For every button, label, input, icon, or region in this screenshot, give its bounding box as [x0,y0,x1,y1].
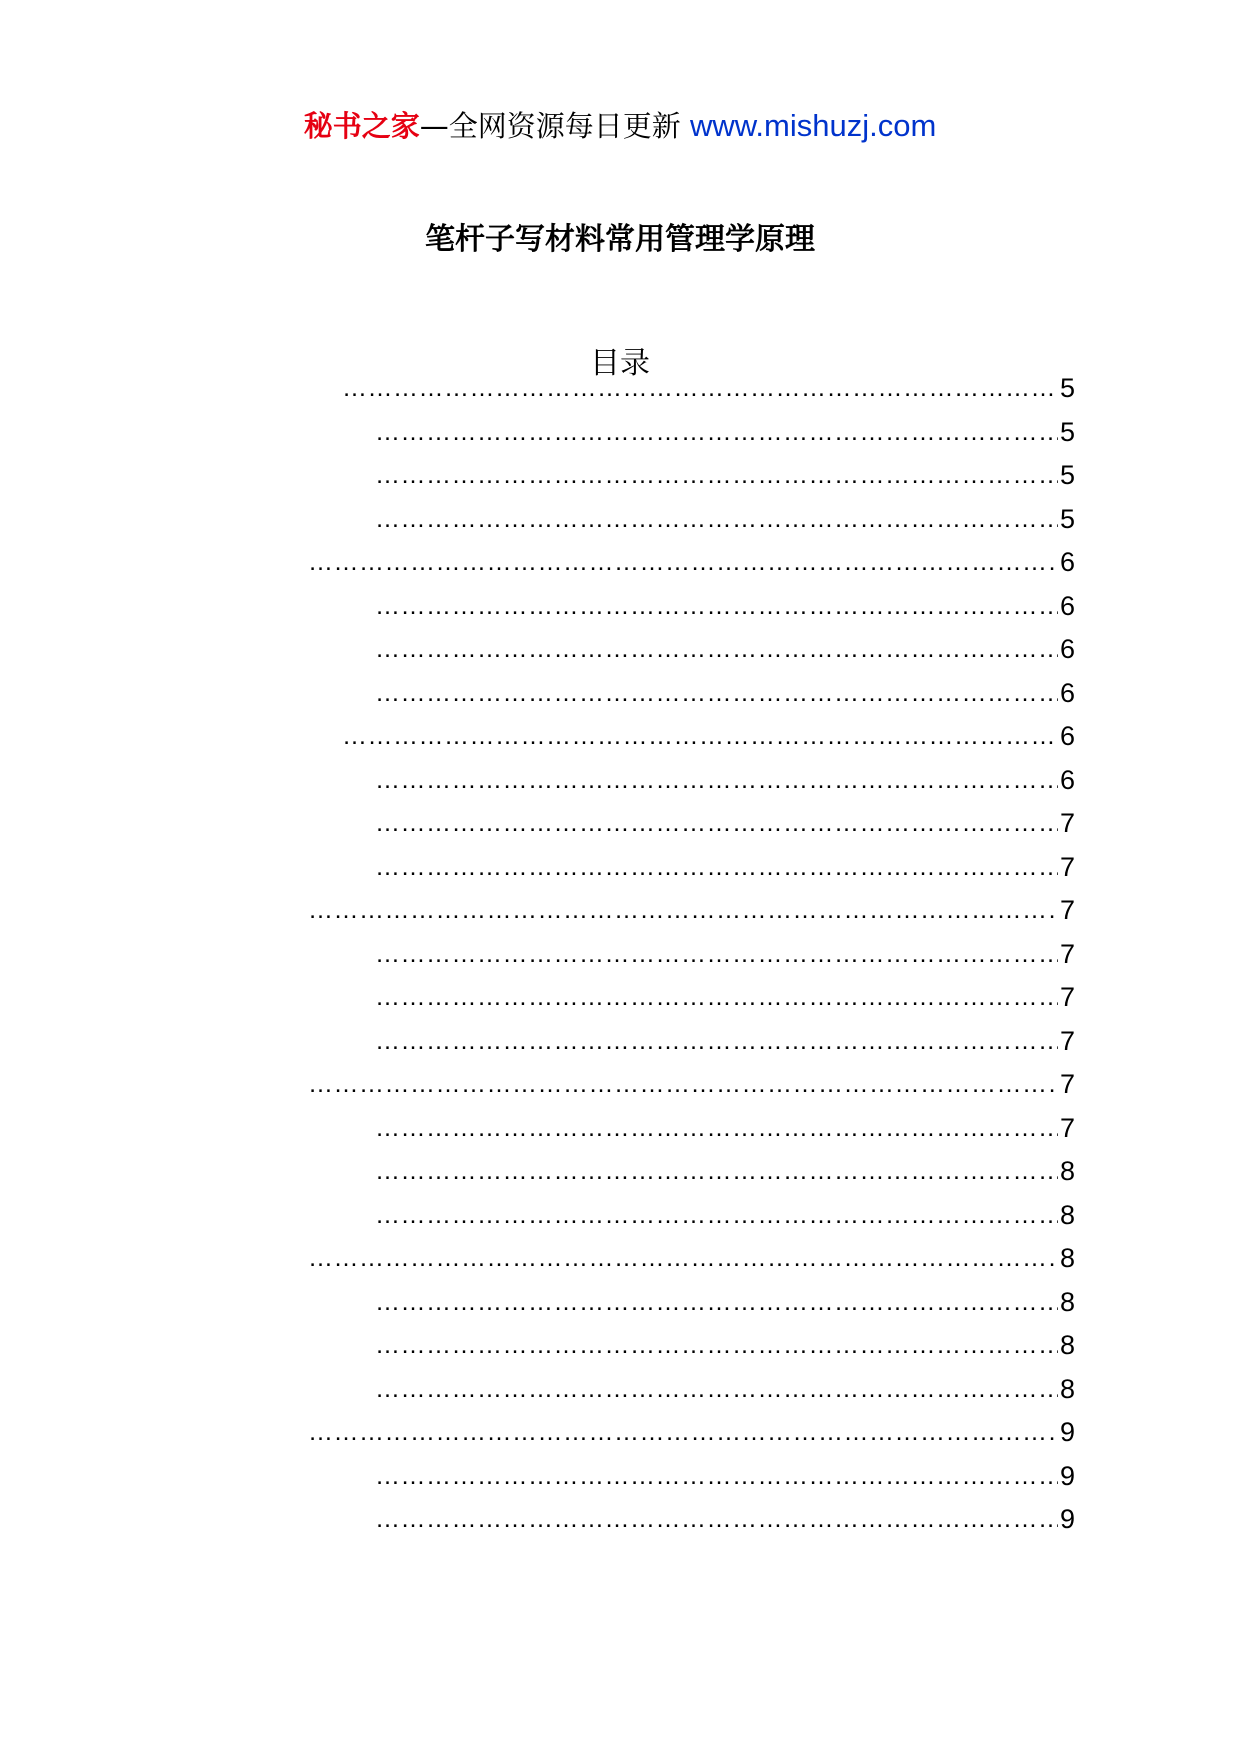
toc-entry[interactable] [375,801,1075,845]
toc-leader-dots [308,1062,1058,1106]
toc-leader-dots [375,1497,1058,1541]
toc-entry[interactable] [308,1410,1075,1454]
toc-page-number: 5 [1059,417,1075,447]
toc-page-number: 6 [1059,591,1075,621]
toc-page-number: 7 [1059,808,1075,838]
toc-entry[interactable] [375,975,1075,1019]
toc-entry[interactable] [375,1193,1075,1237]
site-tagline: —全网资源每日更新 [419,109,690,143]
toc-leader-dots [375,671,1058,715]
toc-entry[interactable] [375,758,1075,802]
brand-name: 秘书之家 [303,109,420,143]
toc-entry[interactable] [375,584,1075,628]
toc-page-number: 7 [1059,1113,1075,1143]
toc-entry[interactable] [375,1323,1075,1367]
toc-entry[interactable] [375,1454,1075,1498]
toc-entry[interactable] [375,453,1075,497]
toc-entry[interactable] [375,1367,1075,1411]
toc-leader-dots [308,1410,1058,1454]
toc-entry[interactable] [375,410,1075,454]
toc-entry[interactable] [375,1280,1075,1324]
toc-page-number: 6 [1059,721,1075,751]
toc-leader-dots [375,453,1058,497]
toc-leader-dots [375,1106,1058,1150]
toc-page-number: 9 [1059,1417,1075,1447]
toc-leader-dots [342,714,1058,758]
toc-page-number: 8 [1059,1243,1075,1273]
toc-page-number: 9 [1059,1461,1075,1491]
toc-leader-dots [375,1019,1058,1063]
toc-leader-dots [375,627,1058,671]
toc-page-number: 7 [1059,939,1075,969]
toc-leader-dots [375,845,1058,889]
toc-leader-dots [375,1323,1058,1367]
toc-leader-dots [375,584,1058,628]
toc-leader-dots [375,1193,1058,1237]
toc-entry[interactable] [375,627,1075,671]
toc-page-number: 8 [1059,1156,1075,1186]
toc-leader-dots [308,1236,1058,1280]
toc-leader-dots [375,975,1058,1019]
toc-entry[interactable] [308,1062,1075,1106]
toc-page-number: 5 [1059,504,1075,534]
toc-entry[interactable] [342,366,1075,410]
toc-entry[interactable] [375,1106,1075,1150]
site-header [0,104,1240,148]
toc-entry[interactable] [342,714,1075,758]
toc-leader-dots [375,932,1058,976]
toc-page-number: 5 [1059,373,1075,403]
toc-heading: 目录 [590,346,650,381]
toc-page-number: 8 [1059,1374,1075,1404]
toc-page-number: 8 [1059,1330,1075,1360]
toc-leader-dots [375,497,1058,541]
toc-leader-dots [375,410,1058,454]
toc-page-number: 7 [1059,895,1075,925]
toc-entry[interactable] [375,1497,1075,1541]
toc-leader-dots [375,1454,1058,1498]
toc-page-number: 9 [1059,1504,1075,1534]
toc-leader-dots [375,758,1058,802]
toc-leader-dots [375,1280,1058,1324]
toc-page-number: 8 [1059,1287,1075,1317]
toc-leader-dots [342,366,1058,410]
toc-page-number: 6 [1059,678,1075,708]
toc-page-number: 7 [1059,852,1075,882]
toc-entry[interactable] [308,888,1075,932]
toc-leader-dots [308,888,1058,932]
toc-entry[interactable] [308,1236,1075,1280]
toc-leader-dots [308,540,1058,584]
document-title: 笔杆子写材料常用管理学原理 [425,222,815,257]
toc-page-number: 7 [1059,982,1075,1012]
toc-entry[interactable] [375,671,1075,715]
toc-page-number: 7 [1059,1026,1075,1056]
toc-leader-dots [375,1367,1058,1411]
toc-page-number: 6 [1059,765,1075,795]
site-url-link[interactable]: www.mishuzj.com [689,108,937,143]
toc-leader-dots [375,1149,1058,1193]
toc-entry[interactable] [375,1149,1075,1193]
toc-entry[interactable] [375,845,1075,889]
toc-entry[interactable] [375,497,1075,541]
toc-page-number: 7 [1059,1069,1075,1099]
toc-page-number: 6 [1059,547,1075,577]
toc-entry[interactable] [375,1019,1075,1063]
toc-page-number: 8 [1059,1200,1075,1230]
toc-entry[interactable] [375,932,1075,976]
toc-leader-dots [375,801,1058,845]
toc-page-number: 5 [1059,460,1075,490]
toc-entry[interactable] [308,540,1075,584]
toc-page-number: 6 [1059,634,1075,664]
